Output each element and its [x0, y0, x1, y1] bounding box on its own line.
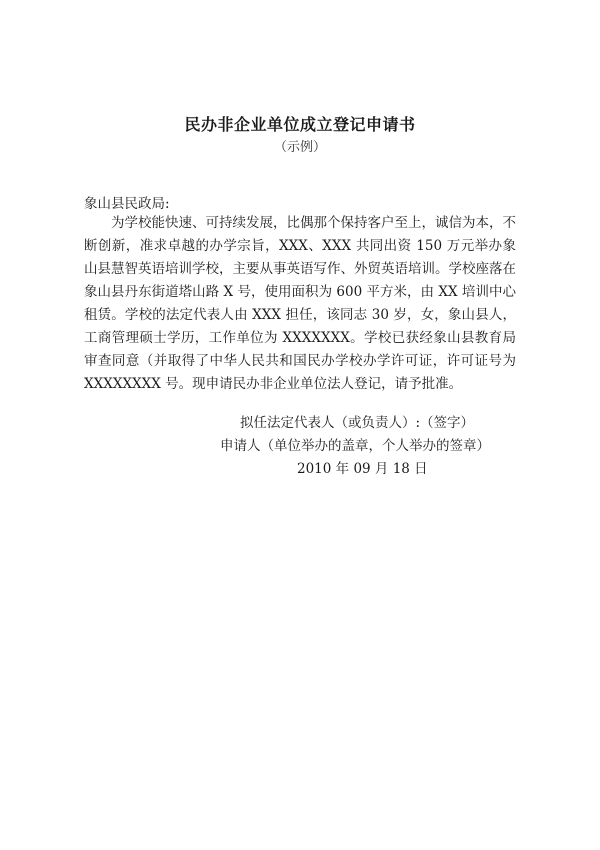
- application-body: 为学校能快速、可持续发展，比偶那个保持客户至上，诚信为本，不断创新，准求卓越的办学宗旨，XXX、XXX 共同出资 150 万元举办象山县慧智英语培训学校，主要从事英语写作、外贸英语培训。学校座落在象山县丹东街道塔山路 X 号，使用面积为 600 平方米，由 XX 培训中心租赁。学校的法定代表人由 XXX 担任，该同志 30 岁，女，象山县人，工商管理硕士学历，工作单位为 XXXXXXX。学校已获经象山县教育局审查同意（并取得了中华人民共和国民办学校办学许可证，许可证号为 XXXXXXXX 号。现申请民办非企业单位法人登记，请予批准。: [84, 215, 516, 392]
- application-date: 2010 年 09 月 18 日: [297, 461, 428, 477]
- representative-signature-line: 拟任法定代表人（或负责人）:（签字）: [240, 415, 475, 431]
- document-subtitle: （示例）: [273, 140, 326, 155]
- signature-block: [200, 412, 520, 481]
- applicant-seal-line: 申请人（单位举办的盖章，个人举办的签章）: [220, 438, 490, 454]
- document-title: 民办非企业单位成立登记申请书: [184, 115, 416, 134]
- addressee: 象山县民政局:: [84, 196, 170, 212]
